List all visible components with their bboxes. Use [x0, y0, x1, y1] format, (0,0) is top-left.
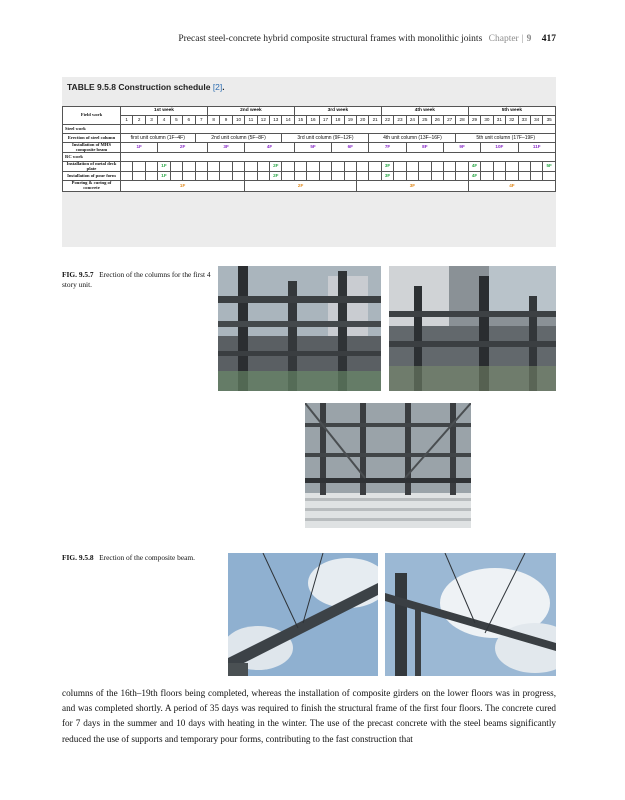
- empty-day-cell: [245, 172, 257, 181]
- figure-caption-9-5-7: [62, 270, 212, 290]
- mhs-floor-cell: 8F: [406, 143, 443, 153]
- day-number-cell: 13: [270, 116, 282, 125]
- empty-day-cell: [257, 162, 269, 172]
- photo-column-erection-right: [389, 266, 556, 391]
- day-number-cell: 10: [232, 116, 244, 125]
- empty-day-cell: [394, 162, 406, 172]
- empty-day-cell: [332, 172, 344, 181]
- pour-form-floor-cell: 1F: [158, 172, 170, 181]
- construction-schedule-table: [62, 106, 556, 192]
- empty-day-cell: [245, 162, 257, 172]
- day-number-cell: 20: [357, 116, 369, 125]
- empty-day-cell: [183, 162, 195, 172]
- empty-day-cell: [170, 162, 182, 172]
- pour-form-label: Installation of pour form: [63, 172, 121, 181]
- day-number-cell: 15: [294, 116, 306, 125]
- pouring-row: [63, 181, 556, 191]
- day-number-cell: 31: [493, 116, 505, 125]
- photo-composite-beam-right: [385, 553, 556, 676]
- photo-column-erection-left: [218, 266, 381, 391]
- day-number-cell: 14: [282, 116, 294, 125]
- empty-day-cell: [207, 162, 219, 172]
- day-number-cell: 21: [369, 116, 381, 125]
- mhs-floor-cell: 11F: [518, 143, 556, 153]
- photo-composite-beam-left: [228, 553, 378, 676]
- empty-day-cell: [133, 172, 145, 181]
- mhs-floor-cell: 2F: [158, 143, 208, 153]
- week-header: 1st week: [121, 107, 208, 116]
- pouring-floor-cell: 3F: [357, 181, 469, 191]
- erection-unit-cell: 4th unit column (13F–16F): [369, 134, 456, 143]
- erection-unit-cell: first unit column (1F–4F): [121, 134, 196, 143]
- week-header: 3rd week: [294, 107, 381, 116]
- mhs-floor-cell: 5F: [294, 143, 331, 153]
- pouring-floor-cell: 4F: [468, 181, 555, 191]
- photo-column-erection-bottom: [305, 403, 471, 528]
- mhs-floor-cell: 9F: [443, 143, 480, 153]
- mhs-floor-cell: 7F: [369, 143, 406, 153]
- mhs-floor-cell: 3F: [207, 143, 244, 153]
- empty-day-cell: [530, 162, 542, 172]
- deck-floor-cell: 2F: [270, 162, 282, 172]
- empty-day-cell: [431, 162, 443, 172]
- running-header: [0, 34, 556, 44]
- day-number-cell: 8: [207, 116, 219, 125]
- empty-day-cell: [443, 162, 455, 172]
- week-header: 5th week: [468, 107, 555, 116]
- empty-day-cell: [220, 172, 232, 181]
- fig1-label: FIG. 9.5.7: [62, 270, 94, 279]
- erection-unit-cell: 5th unit column (17F–19F): [456, 134, 556, 143]
- empty-day-cell: [294, 162, 306, 172]
- day-number-cell: 11: [245, 116, 257, 125]
- day-number-cell: 3: [145, 116, 157, 125]
- header-separator: |: [521, 34, 524, 44]
- pouring-floor-cell: 2F: [245, 181, 357, 191]
- empty-day-cell: [195, 172, 207, 181]
- deck-floor-cell: 3F: [381, 162, 393, 172]
- rc-work-blank: [121, 153, 556, 162]
- empty-day-cell: [121, 172, 133, 181]
- erection-label: Erection of steel column: [63, 134, 121, 143]
- empty-day-cell: [406, 162, 418, 172]
- empty-day-cell: [294, 172, 306, 181]
- day-number-cell: 7: [195, 116, 207, 125]
- pour-form-floor-cell: 2F: [270, 172, 282, 181]
- empty-day-cell: [357, 172, 369, 181]
- steel-work-row: [63, 125, 556, 134]
- erection-unit-cell: 2nd unit column (5F–8F): [195, 134, 282, 143]
- empty-day-cell: [518, 162, 530, 172]
- empty-day-cell: [456, 162, 468, 172]
- day-number-cell: 25: [419, 116, 431, 125]
- empty-day-cell: [195, 162, 207, 172]
- empty-day-cell: [319, 172, 331, 181]
- day-number-cell: 30: [481, 116, 493, 125]
- empty-day-cell: [506, 172, 518, 181]
- fig1-text: Erection of the columns for the first 4 story unit.: [62, 270, 211, 289]
- empty-day-cell: [506, 162, 518, 172]
- body-paragraph: columns of the 16th–19th floors being completed, whereas the installation of composite girders on the lower floors was in progress, and was completed shortly. A period of 35 days was required to finish the structural frame of the first four floors. The concrete cured for 7 days in the summer and 10 days with heating in the winter. The use of the precast concrete with the steel beams significantly reduced the use of supports and temporary pour forms, contributing to the fast construction that: [62, 688, 556, 744]
- empty-day-cell: [481, 162, 493, 172]
- day-number-cell: 34: [530, 116, 542, 125]
- deck-floor-cell: 5F: [543, 162, 556, 172]
- empty-day-cell: [481, 172, 493, 181]
- page-number: 417: [541, 34, 556, 44]
- table-title: TABLE 9.5.8 Construction schedule [2].: [67, 82, 225, 92]
- mhs-label: Installation of MHS composite beam: [63, 143, 121, 153]
- empty-day-cell: [344, 162, 356, 172]
- empty-day-cell: [121, 162, 133, 172]
- empty-day-cell: [357, 162, 369, 172]
- empty-day-cell: [133, 162, 145, 172]
- day-number-cell: 24: [406, 116, 418, 125]
- empty-day-cell: [369, 162, 381, 172]
- empty-day-cell: [220, 162, 232, 172]
- empty-day-cell: [394, 172, 406, 181]
- deck-row: [63, 162, 556, 172]
- day-number-cell: 19: [344, 116, 356, 125]
- day-number-cell: 5: [170, 116, 182, 125]
- empty-day-cell: [232, 172, 244, 181]
- erection-unit-cell: 3rd unit column (9F–12F): [282, 134, 369, 143]
- day-number-cell: 4: [158, 116, 170, 125]
- empty-day-cell: [145, 172, 157, 181]
- empty-day-cell: [145, 162, 157, 172]
- day-header-row: [63, 116, 556, 125]
- empty-day-cell: [319, 162, 331, 172]
- empty-day-cell: [443, 172, 455, 181]
- table-title-text: Construction schedule: [118, 82, 211, 92]
- empty-day-cell: [307, 162, 319, 172]
- week-header-row: [63, 107, 556, 116]
- day-number-cell: 29: [468, 116, 480, 125]
- steel-work-blank: [121, 125, 556, 134]
- pour-form-floor-cell: 3F: [381, 172, 393, 181]
- empty-day-cell: [332, 162, 344, 172]
- day-number-cell: 17: [319, 116, 331, 125]
- table-citation-link[interactable]: [2]: [212, 82, 223, 92]
- mhs-floor-cell: 1F: [121, 143, 158, 153]
- day-number-cell: 35: [543, 116, 556, 125]
- field-work-header: Field work: [63, 107, 121, 125]
- day-number-cell: 6: [183, 116, 195, 125]
- rc-work-label: RC work: [63, 153, 121, 162]
- week-header: 4th week: [381, 107, 468, 116]
- empty-day-cell: [456, 172, 468, 181]
- fig2-text: Erection of the composite beam.: [99, 553, 196, 562]
- day-number-cell: 1: [121, 116, 133, 125]
- empty-day-cell: [183, 172, 195, 181]
- empty-day-cell: [257, 172, 269, 181]
- pouring-floor-cell: 1F: [121, 181, 245, 191]
- empty-day-cell: [419, 172, 431, 181]
- empty-day-cell: [369, 172, 381, 181]
- empty-day-cell: [232, 162, 244, 172]
- mhs-floor-cell: 10F: [481, 143, 518, 153]
- day-number-cell: 32: [506, 116, 518, 125]
- chapter-number: 9: [526, 34, 532, 44]
- deck-label: Installation of metal deck plate: [63, 162, 121, 172]
- steel-work-label: Steel work: [63, 125, 121, 134]
- mhs-row: [63, 143, 556, 153]
- deck-floor-cell: 4F: [468, 162, 480, 172]
- empty-day-cell: [170, 172, 182, 181]
- week-header: 2nd week: [207, 107, 294, 116]
- day-number-cell: 12: [257, 116, 269, 125]
- mhs-floor-cell: 4F: [245, 143, 295, 153]
- empty-day-cell: [493, 172, 505, 181]
- empty-day-cell: [530, 172, 542, 181]
- chapter-label: Chapter: [488, 34, 519, 44]
- pouring-label: Pouring & curing of concrete: [63, 181, 121, 191]
- empty-day-cell: [493, 162, 505, 172]
- rc-work-row: [63, 153, 556, 162]
- erection-row: [63, 134, 556, 143]
- empty-day-cell: [344, 172, 356, 181]
- day-number-cell: 33: [518, 116, 530, 125]
- day-number-cell: 23: [394, 116, 406, 125]
- empty-day-cell: [406, 172, 418, 181]
- empty-day-cell: [518, 172, 530, 181]
- pour-form-row: [63, 172, 556, 181]
- empty-day-cell: [207, 172, 219, 181]
- empty-day-cell: [543, 172, 556, 181]
- pour-form-floor-cell: 4F: [468, 172, 480, 181]
- day-number-cell: 18: [332, 116, 344, 125]
- fig2-label: FIG. 9.5.8: [62, 553, 94, 562]
- running-title: Precast steel-concrete hybrid composite structural frames with monolithic joints: [178, 34, 483, 44]
- empty-day-cell: [307, 172, 319, 181]
- empty-day-cell: [431, 172, 443, 181]
- day-number-cell: 22: [381, 116, 393, 125]
- deck-floor-cell: 1F: [158, 162, 170, 172]
- day-number-cell: 27: [443, 116, 455, 125]
- empty-day-cell: [419, 162, 431, 172]
- day-number-cell: 26: [431, 116, 443, 125]
- day-number-cell: 2: [133, 116, 145, 125]
- empty-day-cell: [282, 172, 294, 181]
- day-number-cell: 16: [307, 116, 319, 125]
- day-number-cell: 28: [456, 116, 468, 125]
- table-label: TABLE 9.5.8: [67, 82, 116, 92]
- empty-day-cell: [282, 162, 294, 172]
- day-number-cell: 9: [220, 116, 232, 125]
- mhs-floor-cell: 6F: [332, 143, 369, 153]
